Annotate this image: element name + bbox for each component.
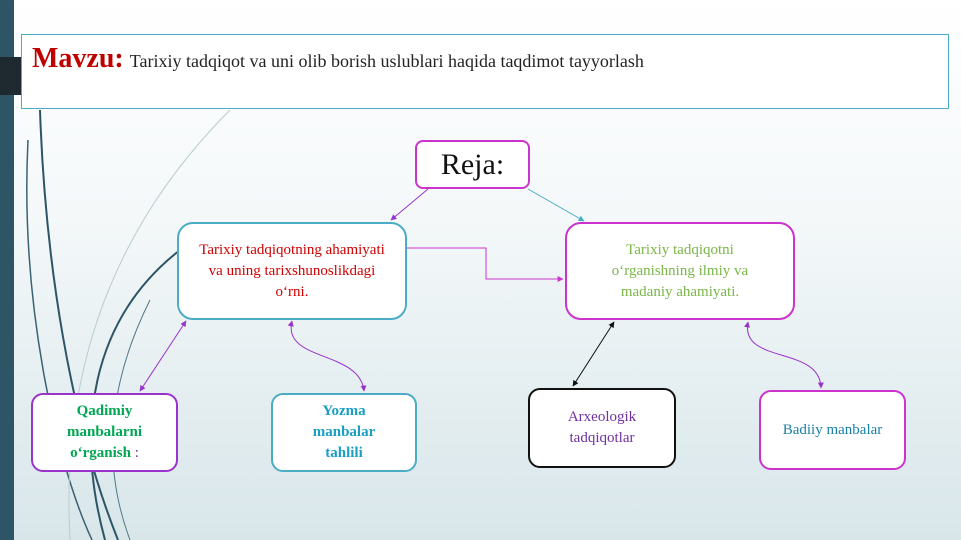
title-label: Mavzu: — [32, 43, 124, 74]
connector-branch2-to-leaf4 — [747, 322, 821, 388]
branch-node-2-text: Tarixiy tadqiqotni o‘rganishning ilmiy va madaniy ahamiyati. — [611, 241, 749, 300]
leaf-node-4 — [759, 390, 906, 470]
connector-root-to-branch2 — [528, 189, 584, 221]
branch-node-1-text: Tarixiy tadqiqotning ahamiyati va uning tarixshunoslikdagi o‘rni. — [199, 241, 385, 300]
branch-node-2 — [565, 222, 795, 320]
leaf-node-1-wrap — [50, 401, 160, 464]
branch-node-1 — [177, 222, 407, 320]
leaf-node-1-text: Qadimiy manbalarni o‘rganish — [66, 403, 142, 461]
leaf-node-2-text: Yozma manbalar tahlili — [312, 403, 376, 461]
connector-branch2-to-leaf3 — [573, 322, 614, 386]
leaf-node-1-suffix: : — [130, 445, 139, 461]
connector-branch1-to-branch2 — [407, 248, 563, 279]
connector-branch1-to-leaf1 — [140, 321, 186, 391]
title-text: Tarixiy tadqiqot va uni olib borish uslublari haqida taqdimot tayyorlash — [129, 51, 644, 71]
diagram-root-reja: Reja: — [415, 140, 530, 189]
leaf-node-3 — [528, 388, 676, 468]
leaf-node-1 — [31, 393, 178, 472]
connector-root-to-branch1 — [391, 189, 428, 220]
leaf-node-3-text: Arxeologik tadqiqotlar — [567, 409, 637, 446]
leaf-node-2 — [271, 393, 417, 472]
leaf-node-4-text: Badiiy manbalar — [782, 421, 883, 438]
connector-branch1-to-leaf2 — [291, 321, 364, 391]
